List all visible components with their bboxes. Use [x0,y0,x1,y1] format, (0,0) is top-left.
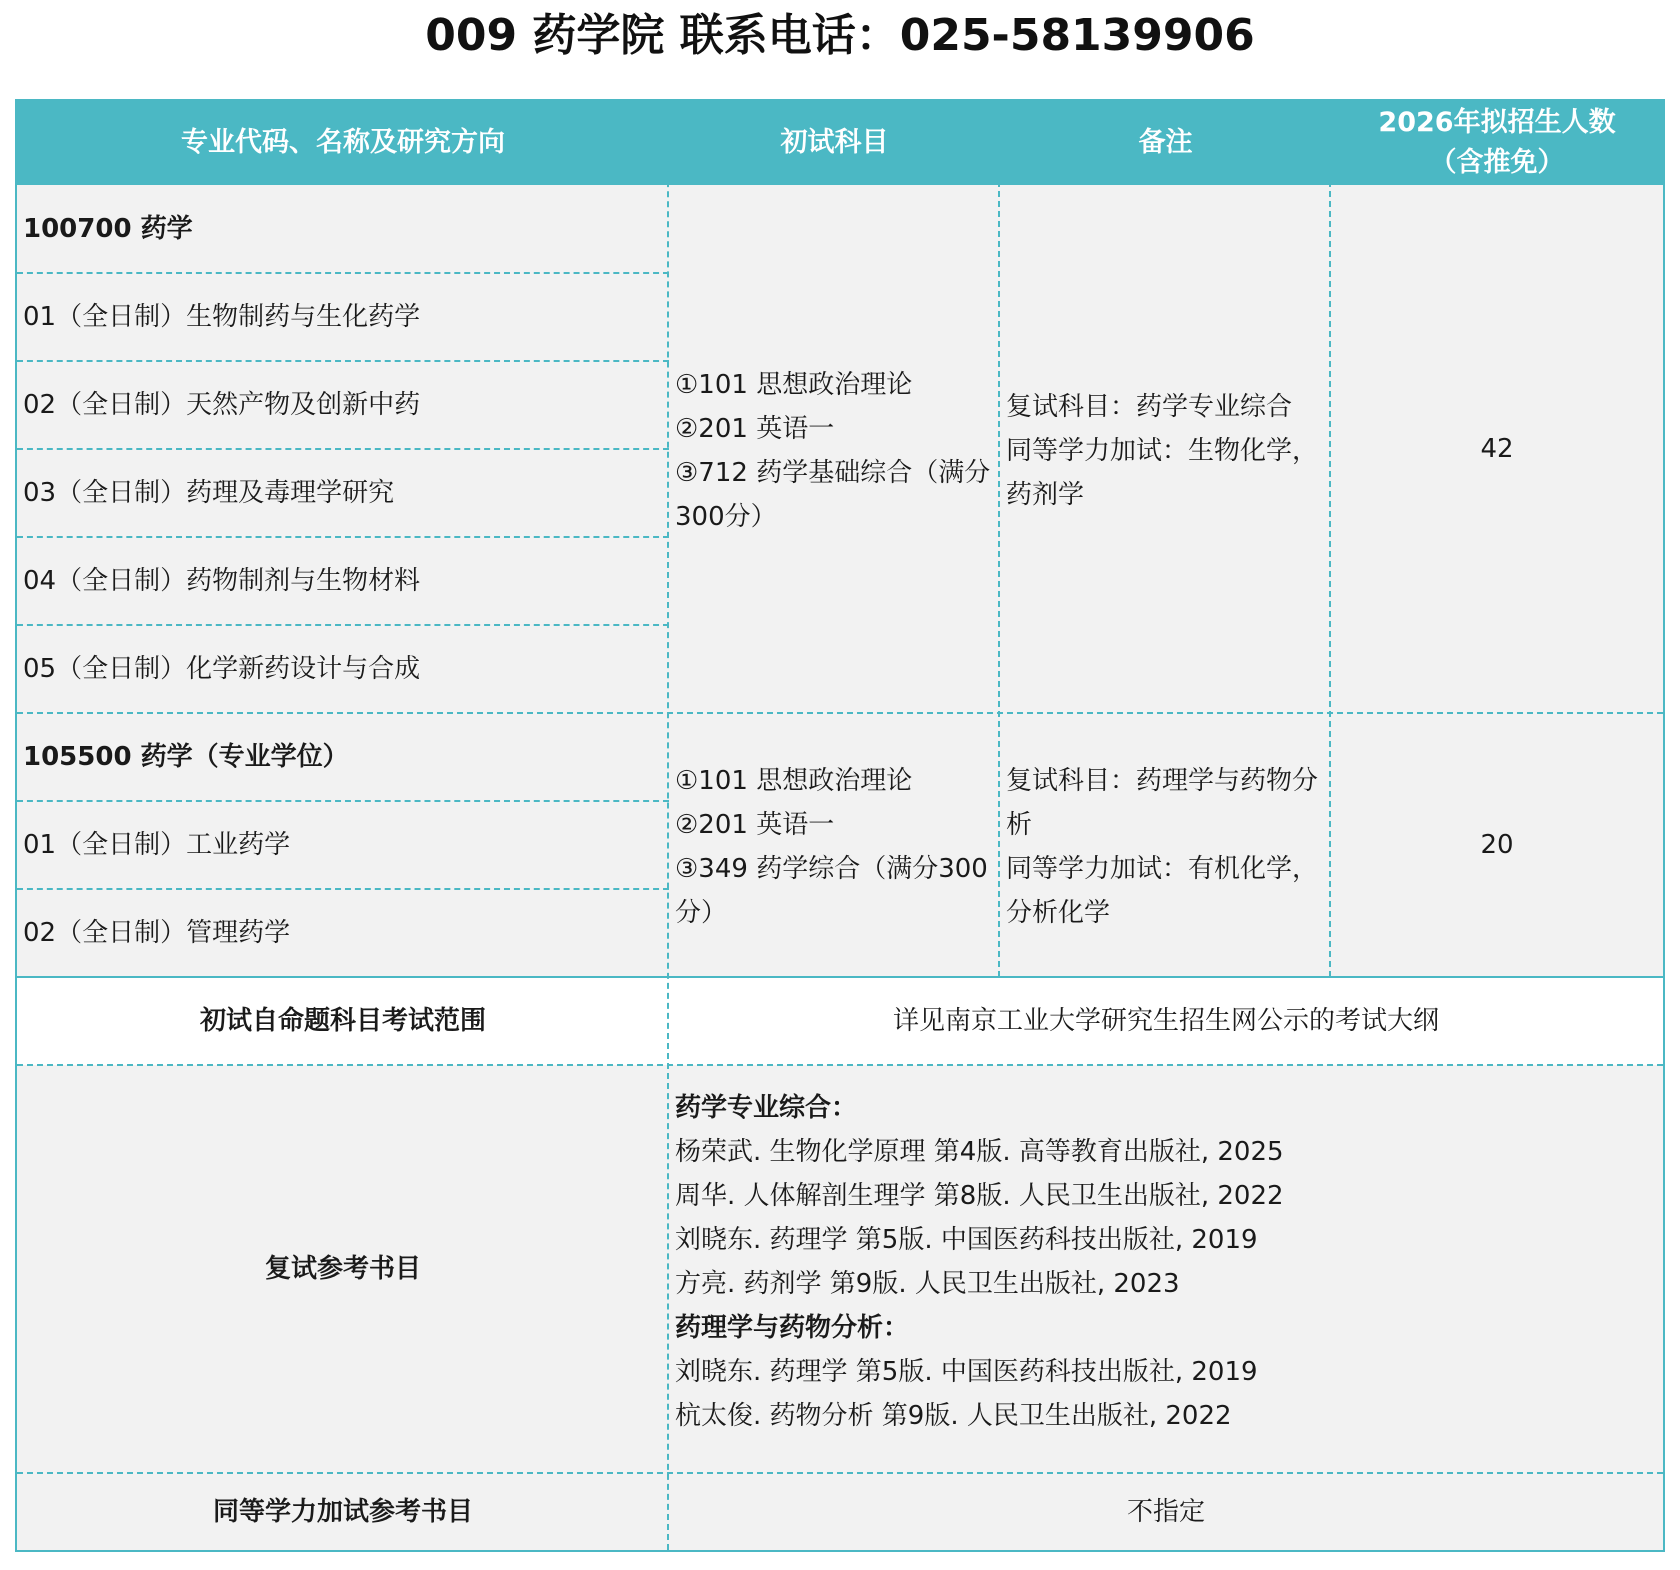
program2-direction-1: 01（全日制）工业药学 [23,830,291,860]
divider-p1-3 [17,448,669,450]
retest-books-list [669,1086,1663,1438]
divider-v1 [667,101,669,1550]
program2-note-2: 析 [1006,810,1033,840]
divider-p2-2 [17,888,669,890]
program1-exam-subjects [669,363,1000,539]
program2-subject-1: ①101 思想政治理论 [675,766,913,796]
program1-note-2: 同等学力加试：生物化学， [1006,436,1319,466]
divider-p2-1 [17,800,669,802]
retest-books-label: 复试参考书目 [264,1254,421,1284]
program1-direction-1: 01（全日制）生物制药与生化药学 [23,302,421,332]
program1-direction-5: 05（全日制）化学新药设计与合成 [23,654,421,684]
equivalent-books-value: 不指定 [1126,1496,1205,1527]
program2-exam-subjects [669,759,1000,935]
retest-section2-book-2: 杭太俊. 药物分析 第9版. 人民卫生出版社, 2022 [675,1401,1232,1431]
header-quota [1331,101,1663,185]
divider-books-top [17,1064,1663,1066]
program1-notes [1000,385,1331,517]
program1-subject-4: 300分） [675,502,777,532]
program1-subject-2: ②201 英语一 [675,414,835,444]
program2-quota: 20 [1480,830,1514,860]
program2-title: 105500 药学（专业学位） [23,742,349,772]
header-notes: 备注 [1000,101,1331,185]
retest-section1-book-3: 刘晓东. 药理学 第5版. 中国医药科技出版社, 2019 [675,1225,1258,1255]
divider-p1-1 [17,272,669,274]
program2-subject-3: ③349 药学综合（满分300 [675,854,988,884]
equivalent-books-label: 同等学力加试参考书目 [212,1496,473,1527]
exam-scope-value: 详见南京工业大学研究生招生网公示的考试大纲 [669,977,1663,1065]
program1-note-3: 药剂学 [1006,480,1085,510]
program2-note-1: 复试科目：药理学与药物分 [1006,766,1319,796]
program2-subject-2: ②201 英语一 [675,810,835,840]
program2-direction-2: 02（全日制）管理药学 [23,918,291,948]
divider-v3 [1329,101,1331,977]
divider-equiv-top [17,1472,1663,1474]
retest-section2-book-1: 刘晓东. 药理学 第5版. 中国医药科技出版社, 2019 [675,1357,1258,1387]
divider-p1-2 [17,360,669,362]
program2-subject-4: 分） [675,898,728,928]
header-major: 专业代码、名称及研究方向 [17,101,669,185]
exam-scope-label: 初试自命题科目考试范围 [17,977,669,1065]
program1-subject-1: ①101 思想政治理论 [675,370,913,400]
retest-section1-title: 药学专业综合： [675,1093,858,1123]
divider-p1-5 [17,624,669,626]
program2-note-4: 分析化学 [1006,898,1111,928]
header-quota-line1: 2026年拟招生人数 [1378,107,1616,138]
program1-subject-3: ③712 药学基础综合（满分 [675,458,991,488]
program1-direction-2: 02（全日制）天然产物及创新中药 [23,390,421,420]
divider-scope-top [17,976,1663,978]
program1-direction-4: 04（全日制）药物制剂与生物材料 [23,566,421,596]
retest-section1-book-4: 方亮. 药剂学 第9版. 人民卫生出版社, 2023 [675,1269,1180,1299]
retest-section2-title: 药理学与药物分析： [675,1313,910,1343]
header-exam-subjects: 初试科目 [669,101,1000,185]
header-quota-line2: （含推免） [1429,147,1565,178]
program2-notes [1000,759,1331,935]
retest-section1-book-2: 周华. 人体解剖生理学 第8版. 人民卫生出版社, 2022 [675,1181,1284,1211]
divider-program-break [17,712,1663,714]
program1-direction-3: 03（全日制）药理及毒理学研究 [23,478,395,508]
page-title: 009 药学院 联系电话：025-58139906 [425,10,1255,61]
program2-note-3: 同等学力加试：有机化学， [1006,854,1319,884]
program1-note-1: 复试科目：药学专业综合 [1006,392,1293,422]
admissions-table [15,99,1665,1552]
retest-section1-book-1: 杨荣武. 生物化学原理 第4版. 高等教育出版社, 2025 [675,1137,1284,1167]
divider-v2 [998,101,1000,977]
program1-quota: 42 [1480,434,1514,464]
program1-title: 100700 药学 [23,214,193,244]
divider-p1-4 [17,536,669,538]
